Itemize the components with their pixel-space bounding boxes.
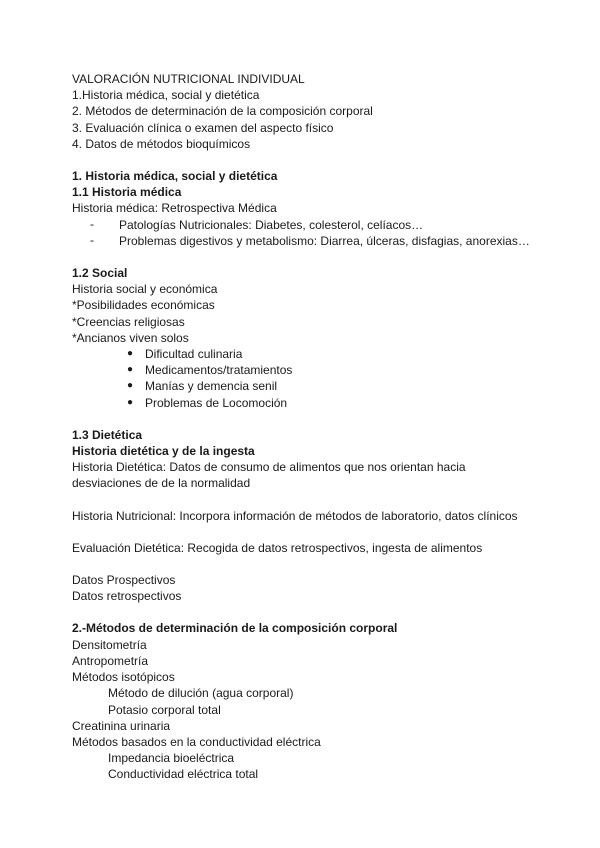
list-item [72, 362, 542, 378]
medical-history-intro: Historia médica: Retrospectiva Médica [72, 201, 277, 216]
section-1-heading: 1. Historia médica, social y dietética [72, 169, 278, 184]
method-line: Densitometría [72, 637, 147, 652]
method-line: Métodos isotópicos [72, 670, 175, 685]
index-item: 4. Datos de métodos bioquímicos [72, 136, 251, 151]
bullet-marker: ● [127, 348, 134, 360]
section-2-heading: 2.-Métodos de determinación de la composición corporal [72, 621, 398, 636]
list-item-text: Manías y demencia senil [145, 379, 278, 394]
method-subline: Método de dilución (agua corporal) [108, 686, 294, 701]
dietary-paragraph: desviaciones de de la normalidad [72, 476, 251, 491]
list-item [72, 346, 542, 362]
subsection-1-3-heading: 1.3 Dietética [72, 427, 143, 442]
list-item-text: Problemas de Locomoción [145, 395, 288, 410]
list-item [72, 217, 542, 233]
list-item [72, 395, 542, 411]
social-line: *Ancianos viven solos [72, 330, 189, 345]
method-subline: Impedancia bioeléctrica [108, 751, 235, 766]
document-title: VALORACIÓN NUTRICIONAL INDIVIDUAL [72, 72, 305, 86]
social-line: Historia social y económica [72, 282, 218, 297]
index-item: 1.Historia médica, social y dietética [72, 88, 260, 103]
dietary-history-heading: Historia dietética y de la ingesta [72, 444, 255, 459]
method-line: Antropometría [72, 653, 149, 668]
list-item-text: Patologías Nutricionales: Diabetes, colesterol, celíacos… [119, 217, 424, 232]
method-subline: Potasio corporal total [108, 702, 221, 717]
list-item [72, 378, 542, 394]
social-line: *Creencias religiosas [72, 314, 185, 329]
retrospective-data-line: Datos retrospectivos [72, 589, 182, 604]
subsection-1-2-heading: 1.2 Social [72, 266, 128, 281]
index-item: 3. Evaluación clínica o examen del aspecto físico [72, 120, 334, 135]
list-item-text: Dificultad culinaria [145, 347, 243, 362]
prospective-data-line: Datos Prospectivos [72, 573, 176, 588]
dash-marker: - [90, 216, 94, 231]
method-subline: Conductividad eléctrica total [108, 767, 259, 782]
bullet-marker: ● [127, 364, 134, 376]
dietary-evaluation-paragraph: Evaluación Dietética: Recogida de datos retrospectivos, ingesta de alimentos [72, 540, 483, 555]
dash-marker: - [90, 232, 94, 247]
list-item [72, 233, 542, 249]
method-line: Creatinina urinaria [72, 718, 171, 733]
list-item-text: Medicamentos/tratamientos [145, 363, 293, 378]
dietary-paragraph: Historia Dietética: Datos de consumo de alimentos que nos orientan hacia [72, 460, 466, 475]
nutritional-history-paragraph: Historia Nutricional: Incorpora información de métodos de laboratorio, datos clínicos [72, 508, 518, 523]
social-line: *Posibilidades económicas [72, 298, 215, 313]
list-item-text: Problemas digestivos y metabolismo: Diarrea, úlceras, disfagias, anorexias… [119, 233, 530, 248]
bullet-marker: ● [127, 380, 134, 392]
method-line: Métodos basados en la conductividad eléctrica [72, 734, 321, 749]
subsection-1-1-heading: 1.1 Historia médica [72, 185, 182, 200]
document-page [72, 71, 542, 783]
bullet-marker: ● [127, 396, 134, 408]
index-item: 2. Métodos de determinación de la composición corporal [72, 104, 373, 119]
